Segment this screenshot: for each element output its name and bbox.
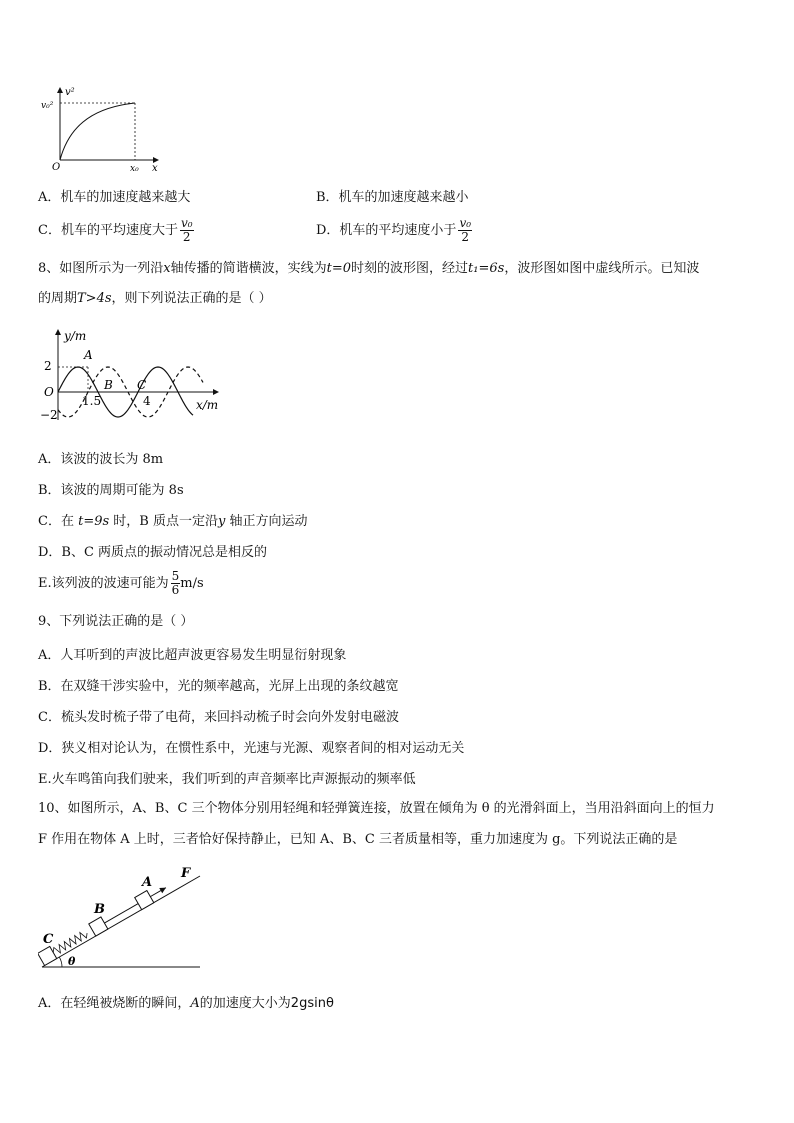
fraction-den: 2 bbox=[182, 230, 191, 244]
y-neg-label: −2 bbox=[40, 408, 58, 422]
fraction-den: 2 bbox=[461, 230, 470, 244]
text: 轴正方向运动 bbox=[229, 514, 308, 529]
math: x bbox=[163, 261, 171, 276]
x-axis-label: x/m bbox=[196, 398, 219, 412]
text: ，波形图如图中虚线所示。已知波 bbox=[504, 261, 700, 276]
q8-option-c bbox=[38, 510, 308, 529]
q8-option-e bbox=[38, 570, 204, 597]
rope bbox=[104, 904, 138, 923]
text: ，则下列说法正确的是（ ） bbox=[111, 291, 272, 306]
label-b: B bbox=[94, 902, 105, 917]
x-mark-label: x₀ bbox=[130, 164, 139, 174]
q10-stem-line1: 10、如图所示，A、B、C 三个物体分别用轻绳和轻弹簧连接，放置在倾角为 θ 的光滑斜面上，当用沿斜面向上的恒力 bbox=[38, 801, 715, 816]
angle-arc bbox=[59, 957, 62, 967]
text: C．在 bbox=[38, 514, 74, 529]
text: 时刻的波形图，经过 bbox=[351, 261, 469, 276]
q7-option-a: A．机车的加速度越来越大 bbox=[38, 190, 191, 205]
math: t=9s bbox=[78, 514, 110, 529]
q9-option-c: C．梳头发时梳子带了电荷，来回抖动梳子时会向外发射电磁波 bbox=[38, 710, 399, 725]
fraction-num: v₀ bbox=[180, 216, 193, 230]
q8-option-d: D．B、C 两质点的振动情况总是相反的 bbox=[38, 545, 268, 560]
value: 2gsinθ bbox=[290, 996, 334, 1011]
fraction bbox=[458, 217, 472, 244]
text: 的周期 bbox=[38, 291, 78, 306]
text: E.该列波的波速可能为 bbox=[38, 576, 169, 591]
q9-option-a: A．人耳听到的声波比超声波更容易发生明显衍射现象 bbox=[38, 648, 347, 663]
x-axis-label: x bbox=[152, 163, 158, 174]
incline-line bbox=[42, 876, 200, 967]
incline-figure bbox=[38, 860, 208, 972]
block-b bbox=[89, 917, 108, 936]
q10-stem-line2: F 作用在物体 A 上时，三者恰好保持静止，已知 A、B、C 三者质量相等，重力加速度为 g。下列说法正确的是 bbox=[38, 832, 678, 847]
label-c: C bbox=[43, 932, 54, 947]
q7-option-c bbox=[38, 217, 194, 244]
q7-option-d-text: D．机车的平均速度小于 bbox=[316, 223, 457, 238]
q9-stem: 9、下列说法正确的是（ ） bbox=[38, 614, 194, 629]
math: T>4s bbox=[77, 291, 112, 306]
q7-option-d bbox=[316, 217, 472, 244]
q9-option-e: E.火车鸣笛向我们驶来，我们听到的声音频率比声源振动的频率低 bbox=[38, 772, 416, 787]
q8-option-b: B．该波的周期可能为 8s bbox=[38, 483, 184, 498]
angle-label: θ bbox=[68, 955, 76, 968]
force-arrowhead bbox=[159, 885, 167, 893]
curve bbox=[60, 103, 135, 160]
y-mark-label: v₀² bbox=[41, 101, 54, 111]
text: 轴传播的简谐横波，实线为 bbox=[170, 261, 327, 276]
text: 的加速度大小为 bbox=[199, 996, 291, 1011]
q7-option-b: B．机车的加速度越来越小 bbox=[316, 190, 469, 205]
q8-stem-line1 bbox=[38, 259, 699, 279]
math: A bbox=[190, 996, 200, 1011]
point-b-label: B bbox=[104, 378, 113, 392]
label-f: F bbox=[181, 866, 191, 881]
text: 8、如图所示为一列沿 bbox=[38, 261, 164, 276]
y-pos-label: 2 bbox=[44, 359, 52, 373]
point-a-label: A bbox=[84, 348, 93, 362]
fraction-num: 5 bbox=[171, 569, 180, 583]
fraction-den: 6 bbox=[171, 583, 180, 597]
text: A．在轻绳被烧断的瞬间， bbox=[38, 996, 191, 1011]
origin-label: O bbox=[52, 162, 61, 173]
label-a: A bbox=[142, 875, 153, 890]
fraction bbox=[180, 217, 194, 244]
math: t=0 bbox=[326, 261, 352, 276]
text: 时，B 质点一定沿 bbox=[113, 514, 218, 529]
fraction bbox=[171, 570, 181, 597]
point-c-label: C bbox=[137, 378, 147, 392]
q8-stem-line2 bbox=[38, 289, 272, 309]
fraction-num: v₀ bbox=[459, 216, 472, 230]
math: t₁=6s bbox=[468, 261, 505, 276]
q8-option-a: A．该波的波长为 8m bbox=[38, 452, 164, 467]
tick-1-5: 1.5 bbox=[82, 394, 102, 408]
y-axis-label: y/m bbox=[64, 329, 87, 343]
block-a bbox=[135, 891, 154, 910]
tick-4: 4 bbox=[143, 394, 151, 408]
y-axis-label: v² bbox=[65, 87, 75, 98]
origin-label: O bbox=[44, 385, 54, 399]
math: y bbox=[217, 514, 226, 529]
q9-option-b: B．在双缝干涉实验中，光的频率越高，光屏上出现的条纹越宽 bbox=[38, 679, 399, 694]
q9-option-d: D．狭义相对论认为，在惯性系中，光速与光源、观察者间的相对运动无关 bbox=[38, 741, 465, 756]
v2-x-graph bbox=[38, 84, 168, 174]
unit: m/s bbox=[180, 576, 204, 591]
q7-option-c-text: C．机车的平均速度大于 bbox=[38, 223, 178, 238]
wave-graph bbox=[38, 322, 228, 428]
q10-option-a bbox=[38, 992, 334, 1011]
